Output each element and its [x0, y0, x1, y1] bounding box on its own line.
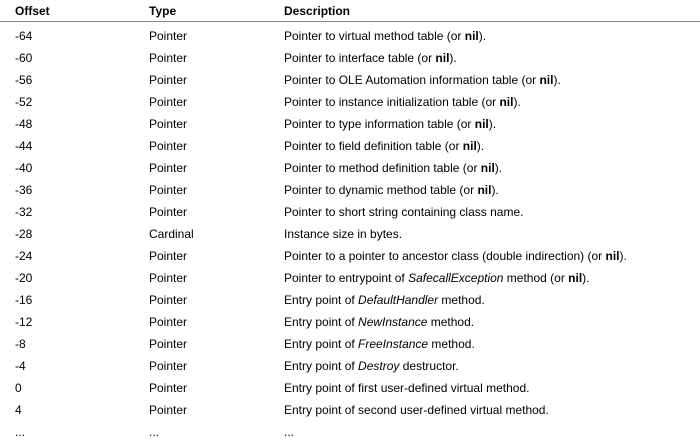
description-cell — [284, 227, 402, 241]
type-cell: Pointer — [149, 403, 188, 417]
keyword-text: nil — [435, 51, 450, 65]
type-cell: Pointer — [149, 117, 188, 131]
offset-cell: -56 — [15, 73, 33, 87]
description-text: Pointer to instance initialization table (or — [284, 95, 500, 109]
description-text: ). — [553, 73, 561, 87]
table-row — [0, 269, 700, 291]
description-cell — [284, 271, 590, 285]
keyword-text: nil — [474, 117, 489, 131]
description-text: ). — [476, 139, 485, 153]
description-text: Entry point of — [284, 315, 359, 329]
type-cell: Pointer — [149, 271, 188, 285]
type-cell: Pointer — [149, 139, 188, 153]
offset-cell: -16 — [15, 293, 33, 307]
description-text: destructor. — [399, 359, 459, 373]
offset-cell: -48 — [15, 117, 33, 131]
type-cell: Pointer — [149, 337, 188, 351]
identifier-text: SafecallException — [408, 271, 504, 285]
table-row — [0, 159, 700, 181]
description-text: Pointer to virtual method table (or — [284, 29, 465, 43]
column-header-description: Description — [284, 4, 351, 18]
table-row — [0, 335, 700, 357]
type-cell: Pointer — [149, 293, 188, 307]
description-text: ). — [582, 271, 590, 285]
description-text: method. — [427, 315, 475, 329]
table-row — [0, 225, 700, 247]
type-cell: Pointer — [149, 359, 188, 373]
description-text: method. — [438, 293, 485, 307]
description-text: Entry point of — [284, 359, 359, 373]
table-row — [0, 401, 700, 423]
description-text: Pointer to OLE Automation information table (or — [284, 73, 540, 87]
description-cell — [284, 359, 459, 373]
description-cell — [284, 95, 521, 109]
description-cell — [284, 249, 627, 263]
table-row — [0, 181, 700, 203]
description-text: Entry point of first user-defined virtual method. — [284, 381, 530, 395]
table-row — [0, 137, 700, 159]
description-cell — [284, 205, 523, 219]
keyword-text: nil — [480, 161, 495, 175]
offset-cell: -32 — [15, 205, 33, 219]
description-cell — [284, 183, 499, 197]
description-text: ). — [478, 29, 487, 43]
keyword-text: nil — [568, 271, 583, 285]
table-row — [0, 49, 700, 71]
offset-cell: -12 — [15, 315, 33, 329]
offset-cell: 0 — [15, 381, 22, 395]
offset-cell: 4 — [15, 403, 22, 417]
description-text: Pointer to a pointer to ancestor class (double indirection) (or — [284, 249, 606, 263]
description-text: Entry point of — [284, 337, 359, 351]
table-header — [0, 0, 700, 22]
description-text: method (or — [503, 271, 569, 285]
table-row — [0, 115, 700, 137]
table-row — [0, 27, 700, 49]
table-row — [0, 71, 700, 93]
keyword-text: nil — [477, 183, 492, 197]
type-cell: Pointer — [149, 249, 188, 263]
keyword-text: nil — [462, 139, 477, 153]
description-cell — [284, 337, 475, 351]
description-cell — [284, 117, 496, 131]
offset-cell: -60 — [15, 51, 33, 65]
table-row — [0, 423, 700, 440]
description-cell — [284, 161, 502, 175]
type-cell: Pointer — [149, 73, 188, 87]
identifier-text: Destroy — [358, 359, 400, 373]
description-text: method. — [428, 337, 475, 351]
description-text: ). — [488, 117, 497, 131]
table-row — [0, 291, 700, 313]
offset-cell: -64 — [15, 29, 33, 43]
type-cell: Pointer — [149, 51, 188, 65]
identifier-text: NewInstance — [358, 315, 428, 329]
offset-cell: -4 — [15, 359, 26, 373]
description-cell — [284, 381, 529, 395]
table-row — [0, 203, 700, 225]
offset-cell: -8 — [15, 337, 26, 351]
table-body — [0, 27, 700, 440]
description-text: Entry point of — [284, 293, 359, 307]
description-text: Pointer to type information table (or — [284, 117, 475, 131]
identifier-text: FreeInstance — [358, 337, 429, 351]
description-text: Entry point of second user-defined virtual method. — [284, 403, 549, 417]
description-text: ). — [449, 51, 457, 65]
description-text: Pointer to entrypoint of — [284, 271, 409, 285]
description-text: ). — [619, 249, 627, 263]
description-cell — [284, 425, 294, 439]
description-text: Pointer to dynamic method table (or — [284, 183, 478, 197]
description-cell — [284, 403, 549, 417]
description-text: Pointer to short string containing class name. — [284, 205, 524, 219]
offset-cell: -20 — [15, 271, 33, 285]
type-cell: Pointer — [149, 381, 188, 395]
keyword-text: nil — [464, 29, 479, 43]
type-cell: Pointer — [149, 95, 188, 109]
description-text: ). — [513, 95, 521, 109]
table-row — [0, 357, 700, 379]
description-text: Pointer to interface table (or — [284, 51, 436, 65]
description-text: Pointer to method definition table (or — [284, 161, 481, 175]
type-cell: Pointer — [149, 29, 188, 43]
column-header-type: Type — [149, 4, 177, 18]
description-cell — [284, 73, 561, 87]
offset-cell: ... — [15, 425, 26, 439]
keyword-text: nil — [499, 95, 514, 109]
offset-cell: -28 — [15, 227, 33, 241]
description-cell — [284, 51, 457, 65]
type-cell: Pointer — [149, 183, 188, 197]
type-cell: Pointer — [149, 205, 188, 219]
description-text: Pointer to field definition table (or — [284, 139, 463, 153]
description-cell — [284, 315, 474, 329]
identifier-text: DefaultHandler — [358, 293, 439, 307]
offset-cell: -52 — [15, 95, 33, 109]
type-cell: ... — [149, 425, 160, 439]
description-cell — [284, 139, 484, 153]
keyword-text: nil — [539, 73, 554, 87]
table-row — [0, 313, 700, 335]
description-text: ). — [491, 183, 499, 197]
type-cell: Cardinal — [149, 227, 194, 241]
keyword-text: nil — [605, 249, 620, 263]
description-cell — [284, 293, 485, 307]
description-text: Instance size in bytes. — [284, 227, 403, 241]
description-text: ). — [494, 161, 503, 175]
offset-cell: -40 — [15, 161, 33, 175]
offset-cell: -44 — [15, 139, 33, 153]
description-cell — [284, 29, 486, 43]
type-cell: Pointer — [149, 315, 188, 329]
offset-cell: -24 — [15, 249, 33, 263]
description-text: ... — [284, 425, 295, 439]
type-cell: Pointer — [149, 161, 188, 175]
table-row — [0, 93, 700, 115]
table-row — [0, 247, 700, 269]
table-row — [0, 379, 700, 401]
offset-cell: -36 — [15, 183, 33, 197]
column-header-offset: Offset — [15, 4, 50, 18]
